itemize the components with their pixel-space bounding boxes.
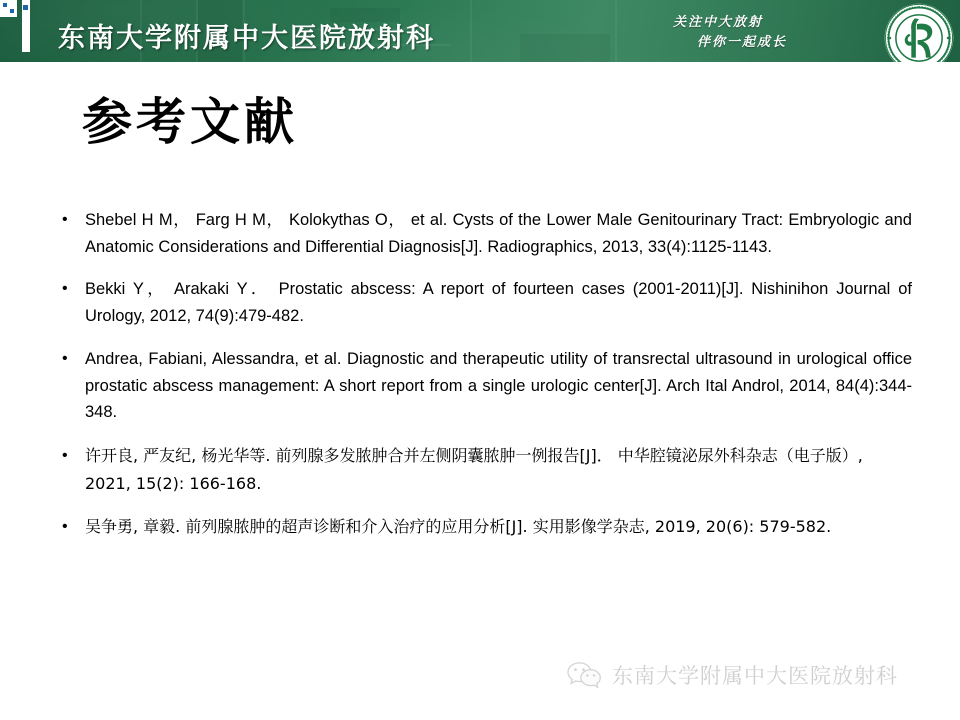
header-slogan <box>673 12 833 52</box>
list-bullet-icon: • <box>62 211 68 228</box>
reference-text: Andrea, Fabiani, Alessandra, et al. Diagnostic and therapeutic utility of transrectal ultrasound in urological office prostatic abscess management: A short report from a single urologic center[J]. Arch Ital Androl, 2014, 84(4):344-348. <box>85 349 912 422</box>
list-bullet-icon: • <box>62 349 68 367</box>
corner-ornament-square <box>0 0 17 17</box>
list-bullet-icon: • <box>62 280 68 298</box>
header-texture-line <box>470 0 472 62</box>
reference-text: 吴争勇, 章毅. 前列腺脓肿的超声诊断和介入治疗的应用分析[J]. 实用影像学杂志, 2019, 20(6): 579-582. <box>85 517 832 537</box>
seal-logo-icon <box>884 3 954 62</box>
list-bullet-icon: • <box>62 447 68 465</box>
footer-text: 东南大学附属中大医院放射科 <box>612 664 898 688</box>
list-bullet-icon: • <box>62 518 68 536</box>
header-title: 东南大学附属中大医院放射科 <box>58 23 435 53</box>
reference-item <box>56 276 912 329</box>
reference-text: Bekki Y， Arakaki Y． Prostatic abscess: A report of fourteen cases (2001-2011)[J]. Nishinihon Journal of Urology, 2012, 74(9):479-482. <box>85 280 912 326</box>
slogan-line-2: 伴你一起成长 <box>697 34 788 50</box>
reference-text: 许开良, 严友纪, 杨光华等. 前列腺多发脓肿合并左侧阴囊脓肿一例报告[J]． 中华腔镜泌尿外科杂志（电子版）, 2021, 15(2): 166-168. <box>85 446 863 493</box>
reference-list <box>56 207 912 541</box>
slogan-line-1: 关注中大放射 <box>673 14 764 29</box>
header-texture-line <box>615 0 617 62</box>
reference-item <box>56 207 912 260</box>
reference-text: Shebel H M， Farg H M， Kolokythas O， et al. Cysts of the Lower Male Genitourinary Tract: Embryologic and Anatomic Considerations and Differential Diagnosis[J]. Radiographics, 2013, 33(4):1125-1143. <box>85 211 912 256</box>
header-texture-block <box>520 34 610 62</box>
footer <box>566 660 898 690</box>
header-bar <box>0 0 960 62</box>
page-title: 参考文献 <box>82 93 298 151</box>
reference-item <box>56 442 912 497</box>
reference-item <box>56 346 912 426</box>
wechat-icon <box>566 660 602 690</box>
corner-ornament-dot <box>23 5 28 10</box>
reference-item <box>56 513 912 541</box>
